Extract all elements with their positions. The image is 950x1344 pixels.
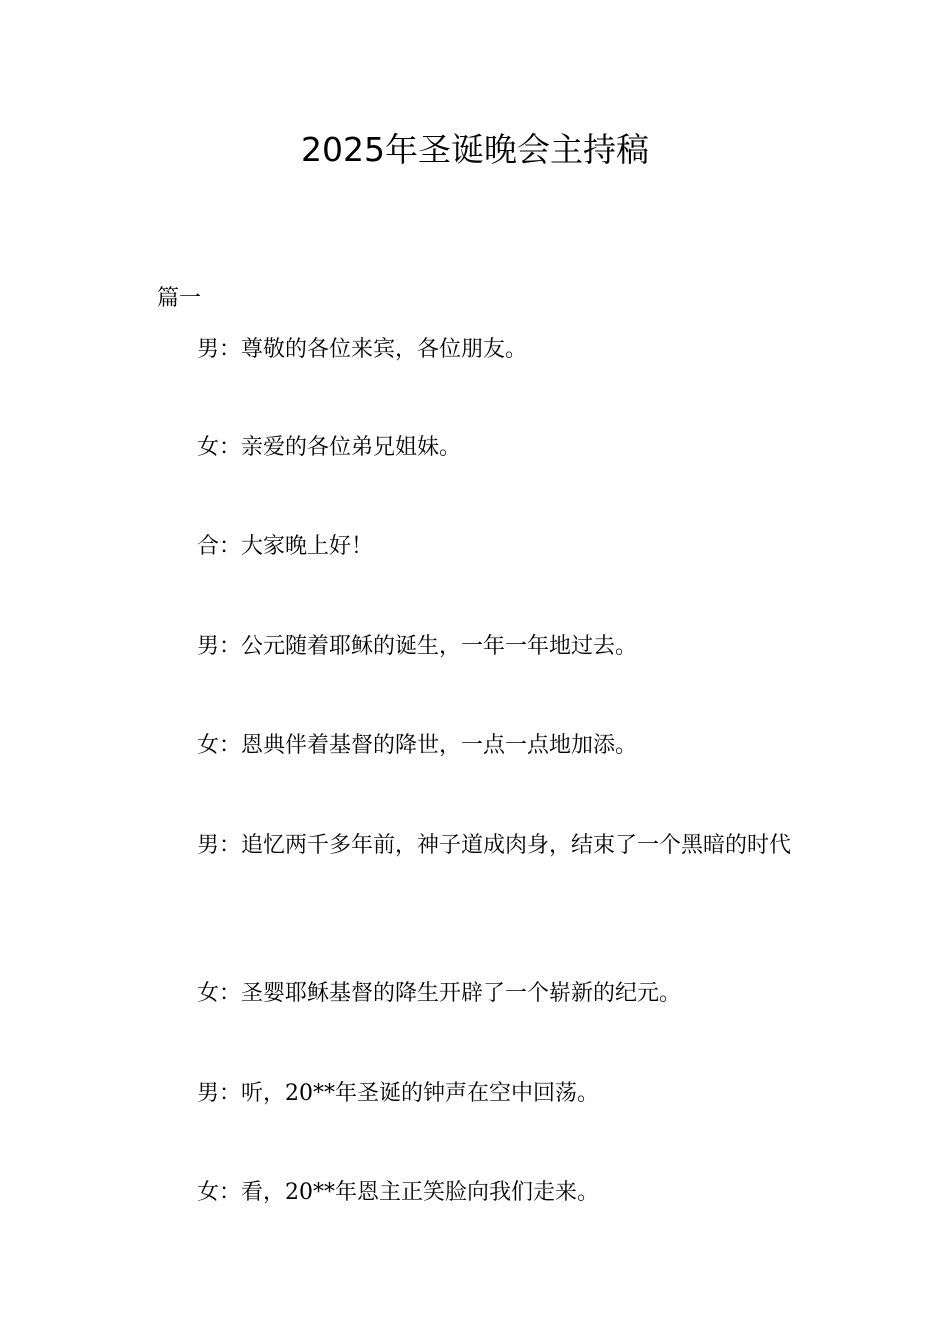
paragraph: 男：追忆两千多年前，神子道成肉身，结束了一个黑暗的时代 — [197, 833, 792, 858]
paragraph: 男：公元随着耶稣的诞生，一年一年地过去。 — [197, 634, 638, 659]
section-label: 篇一 — [157, 286, 202, 311]
paragraph: 合：大家晚上好！ — [197, 534, 374, 559]
paragraph: 女：看，20**年恩主正笑脸向我们走来。 — [197, 1180, 599, 1205]
paragraph: 男：尊敬的各位来宾，各位朋友。 — [197, 337, 528, 362]
document-title: 2025年圣诞晚会主持稿 — [301, 130, 649, 169]
paragraph: 男：听，20**年圣诞的钟声在空中回荡。 — [197, 1081, 599, 1106]
paragraph: 女：恩典伴着基督的降世，一点一点地加添。 — [197, 733, 638, 758]
paragraph: 女：亲爱的各位弟兄姐妹。 — [197, 435, 462, 460]
paragraph: 女：圣婴耶稣基督的降生开辟了一个崭新的纪元。 — [197, 981, 682, 1006]
